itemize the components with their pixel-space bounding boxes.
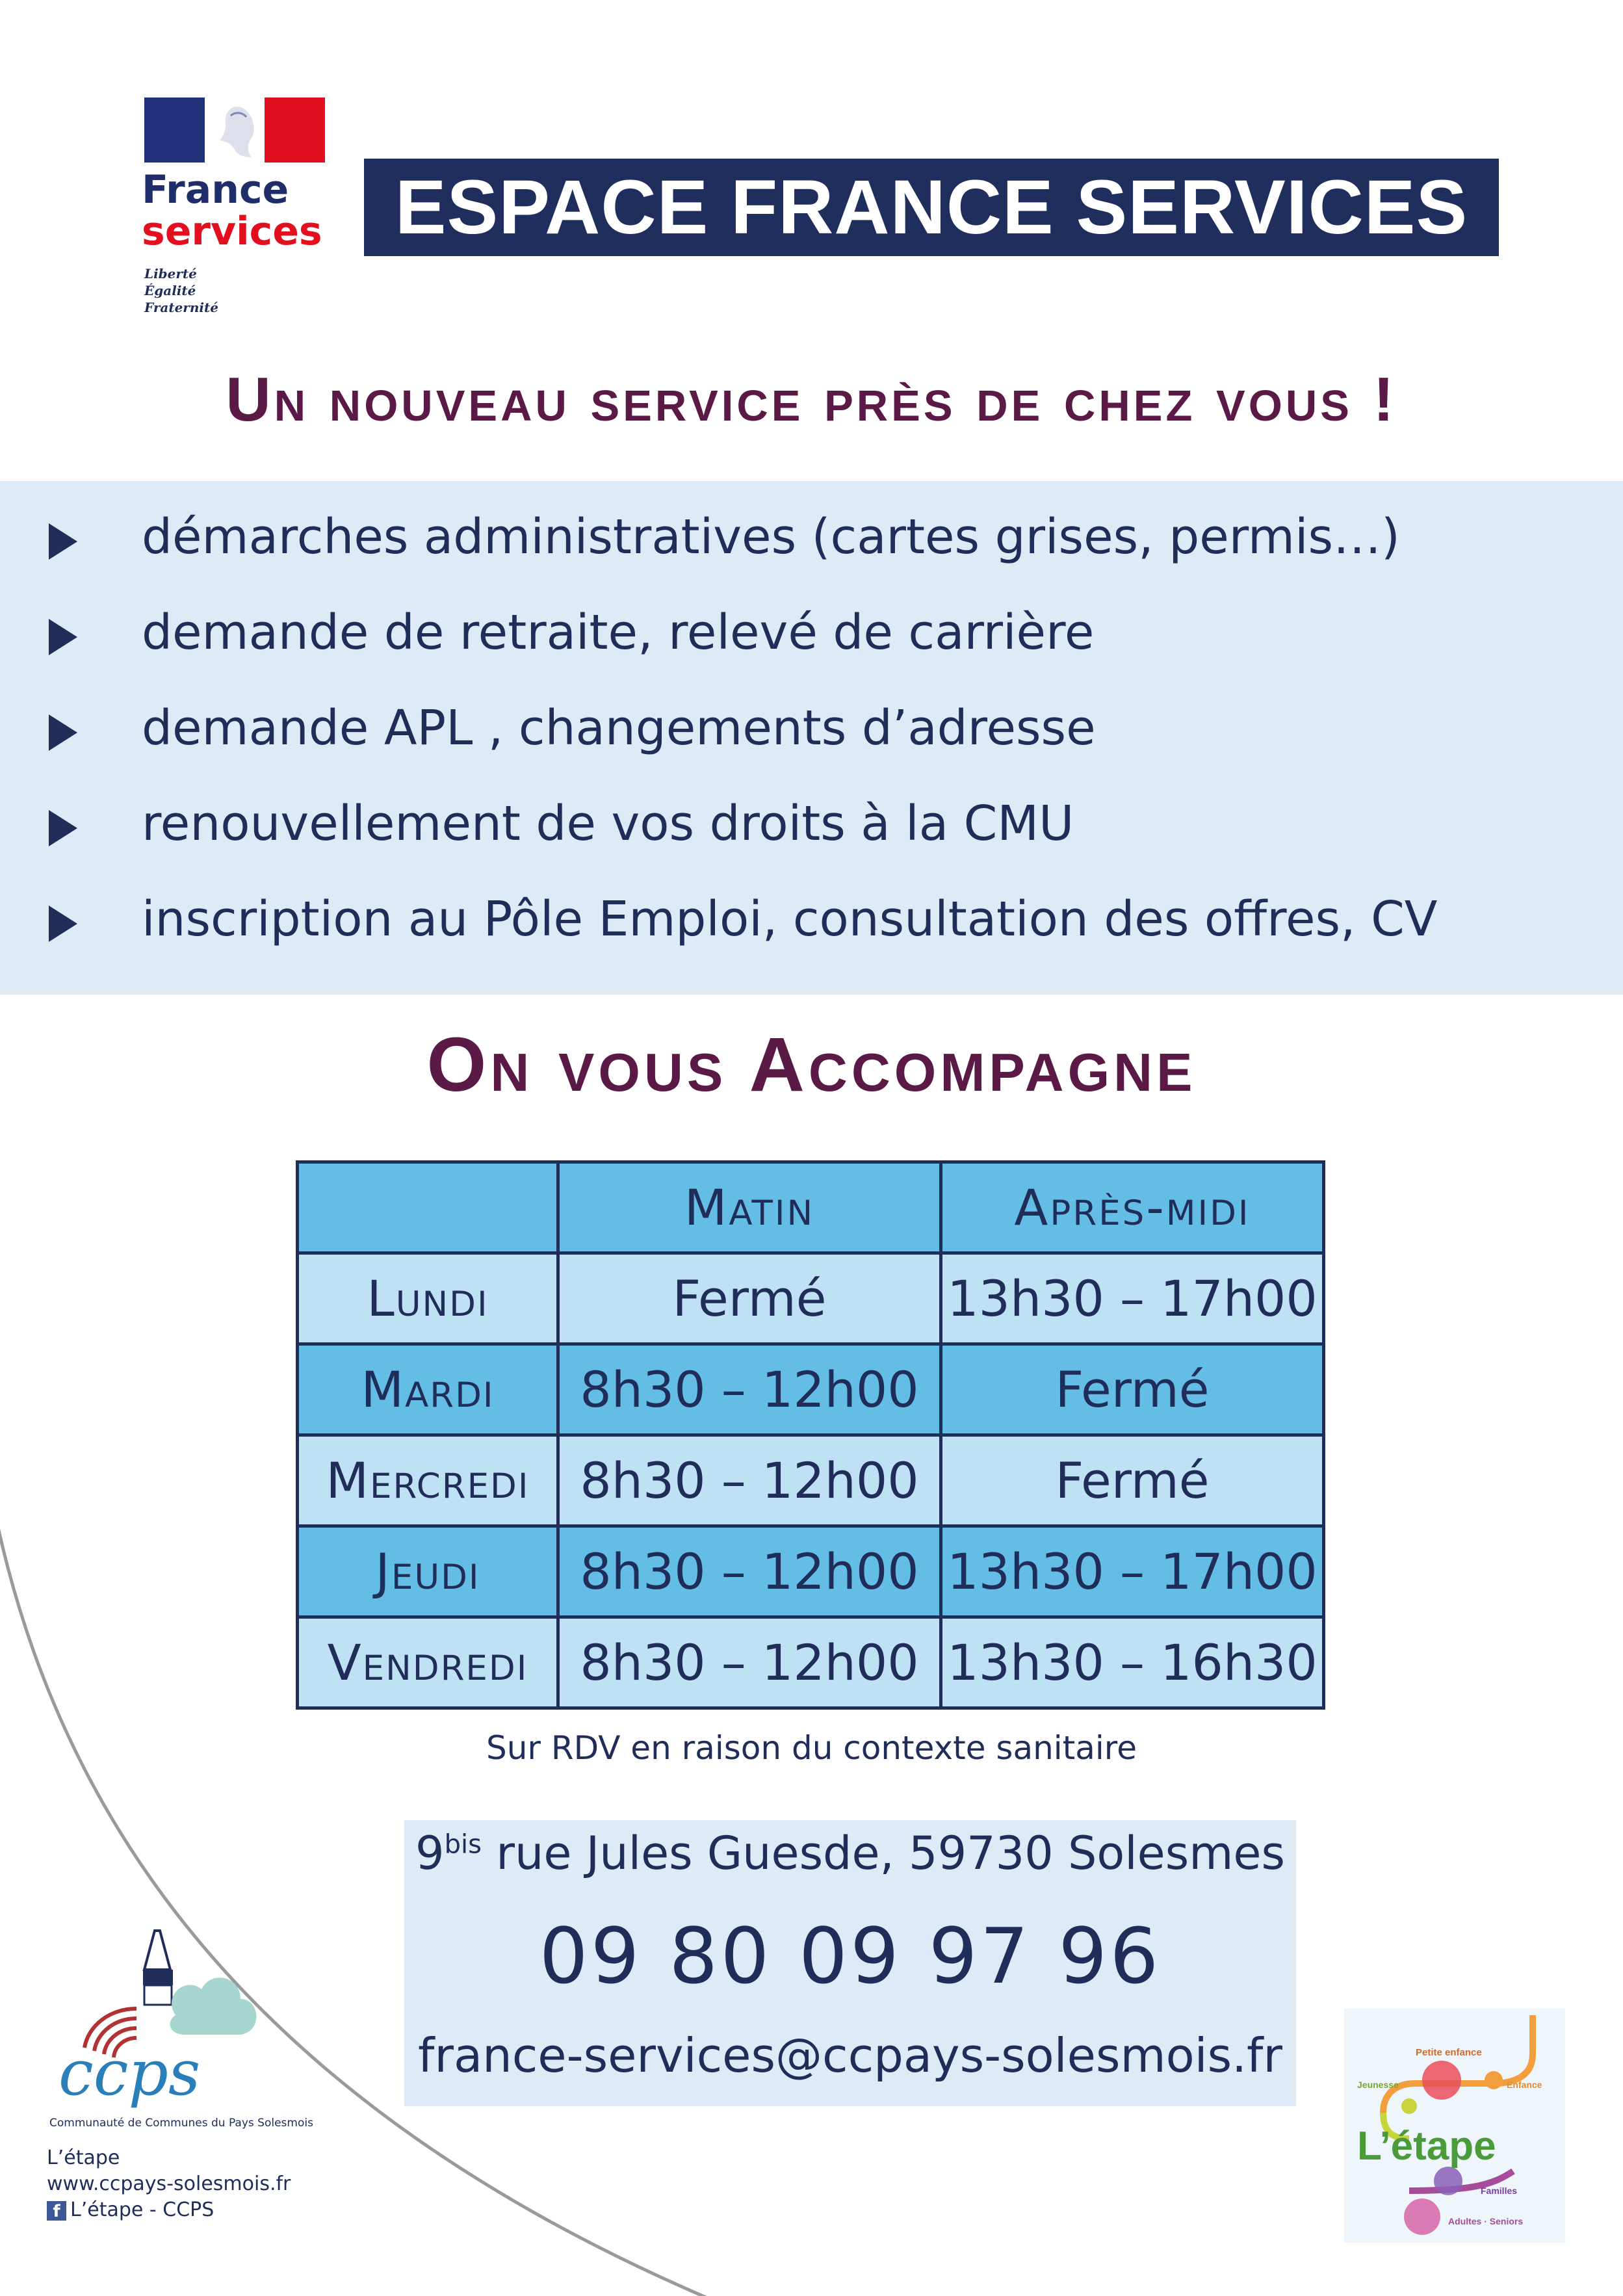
etape-label: Petite enfance xyxy=(1416,2047,1482,2058)
table-header-row xyxy=(298,1162,1324,1253)
table-header-cell: Matin xyxy=(558,1162,941,1253)
table-header-cell: Après-midi xyxy=(941,1162,1324,1253)
etape-label: Enfance xyxy=(1507,2080,1542,2090)
section-title: On vous Accompagne xyxy=(426,1022,1197,1108)
marianne-icon xyxy=(218,103,257,159)
list-item xyxy=(0,784,1623,862)
address xyxy=(404,1827,1296,1880)
address-number: 9 xyxy=(415,1827,445,1880)
address-suffix: bis xyxy=(444,1829,482,1860)
facebook-label: L’étape - CCPS xyxy=(70,2198,214,2221)
motto-fraternite: Fraternité xyxy=(144,300,218,315)
brand-services: services xyxy=(142,209,322,254)
motto-liberte: Liberté xyxy=(144,266,197,281)
service-label: inscription au Pôle Emploi, consultation des offres, CV xyxy=(142,891,1438,947)
triangle-bullet-icon xyxy=(49,714,77,751)
etape-title: L’étape xyxy=(1357,2124,1496,2169)
list-item xyxy=(0,497,1623,575)
brand-france: France xyxy=(142,167,289,213)
footer-name: L’étape xyxy=(47,2146,120,2169)
services-list xyxy=(0,481,1623,995)
facebook-icon: f xyxy=(47,2201,66,2221)
triangle-bullet-icon xyxy=(49,619,77,655)
tricolor-flag xyxy=(144,98,325,163)
phone-number[interactable]: 09 80 09 97 96 xyxy=(539,1911,1162,2001)
motto-egalite: Égalité xyxy=(144,283,196,298)
ccps-logo xyxy=(45,1918,305,2119)
triangle-bullet-icon xyxy=(49,523,77,560)
afternoon-cell: 13h30 – 17h00 xyxy=(941,1253,1324,1344)
list-item xyxy=(0,688,1623,766)
morning-cell: Fermé xyxy=(558,1253,941,1344)
appointment-note: Sur RDV en raison du contexte sanitaire xyxy=(486,1729,1137,1767)
list-item xyxy=(0,593,1623,671)
republic-motto xyxy=(144,265,218,316)
ccps-caption: Communauté de Communes du Pays Solesmois xyxy=(49,2117,313,2130)
morning-cell: 8h30 – 12h00 xyxy=(558,1617,941,1708)
table-row xyxy=(298,1526,1324,1617)
footer-website[interactable]: www.ccpays-solesmois.fr xyxy=(47,2172,291,2195)
page-title: ESPACE FRANCE SERVICES xyxy=(395,164,1468,250)
triangle-bullet-icon xyxy=(49,906,77,942)
table-row xyxy=(298,1617,1324,1708)
table-header-cell xyxy=(298,1162,558,1253)
letape-logo xyxy=(1344,2009,1565,2243)
address-street: rue Jules Guesde, 59730 Solesmes xyxy=(481,1827,1285,1880)
afternoon-cell: Fermé xyxy=(941,1344,1324,1435)
triangle-bullet-icon xyxy=(49,810,77,846)
morning-cell: 8h30 – 12h00 xyxy=(558,1435,941,1526)
afternoon-cell: Fermé xyxy=(941,1435,1324,1526)
morning-cell: 8h30 – 12h00 xyxy=(558,1344,941,1435)
morning-cell: 8h30 – 12h00 xyxy=(558,1526,941,1617)
table-row xyxy=(298,1253,1324,1344)
ccps-logo-text: ccps xyxy=(58,2037,201,2109)
etape-label: Jeunesse xyxy=(1357,2080,1399,2090)
day-cell: Mercredi xyxy=(298,1435,558,1526)
service-label: demande de retraite, relevé de carrière xyxy=(142,605,1095,660)
opening-hours-table xyxy=(296,1160,1325,1710)
etape-label: Familles xyxy=(1481,2185,1518,2196)
afternoon-cell: 13h30 – 16h30 xyxy=(941,1617,1324,1708)
service-label: démarches administratives (cartes grises, permis…) xyxy=(142,509,1400,565)
france-services-logo xyxy=(144,98,326,163)
table-row xyxy=(298,1435,1324,1526)
afternoon-cell: 13h30 – 17h00 xyxy=(941,1526,1324,1617)
day-cell: Lundi xyxy=(298,1253,558,1344)
service-label: renouvellement de vos droits à la CMU xyxy=(142,796,1074,852)
day-cell: Vendredi xyxy=(298,1617,558,1708)
service-label: demande APL , changements d’adresse xyxy=(142,700,1096,756)
title-banner xyxy=(364,159,1499,256)
footer-facebook[interactable] xyxy=(47,2197,291,2223)
etape-label: Adultes · Seniors xyxy=(1448,2216,1524,2226)
footer-info xyxy=(47,2145,291,2223)
day-cell: Jeudi xyxy=(298,1526,558,1617)
table-row xyxy=(298,1344,1324,1435)
email-address[interactable]: france-services@ccpays-solesmois.fr xyxy=(418,2028,1282,2083)
subtitle: Un nouveau service près de chez vous ! xyxy=(226,365,1397,434)
list-item xyxy=(0,880,1623,958)
day-cell: Mardi xyxy=(298,1344,558,1435)
